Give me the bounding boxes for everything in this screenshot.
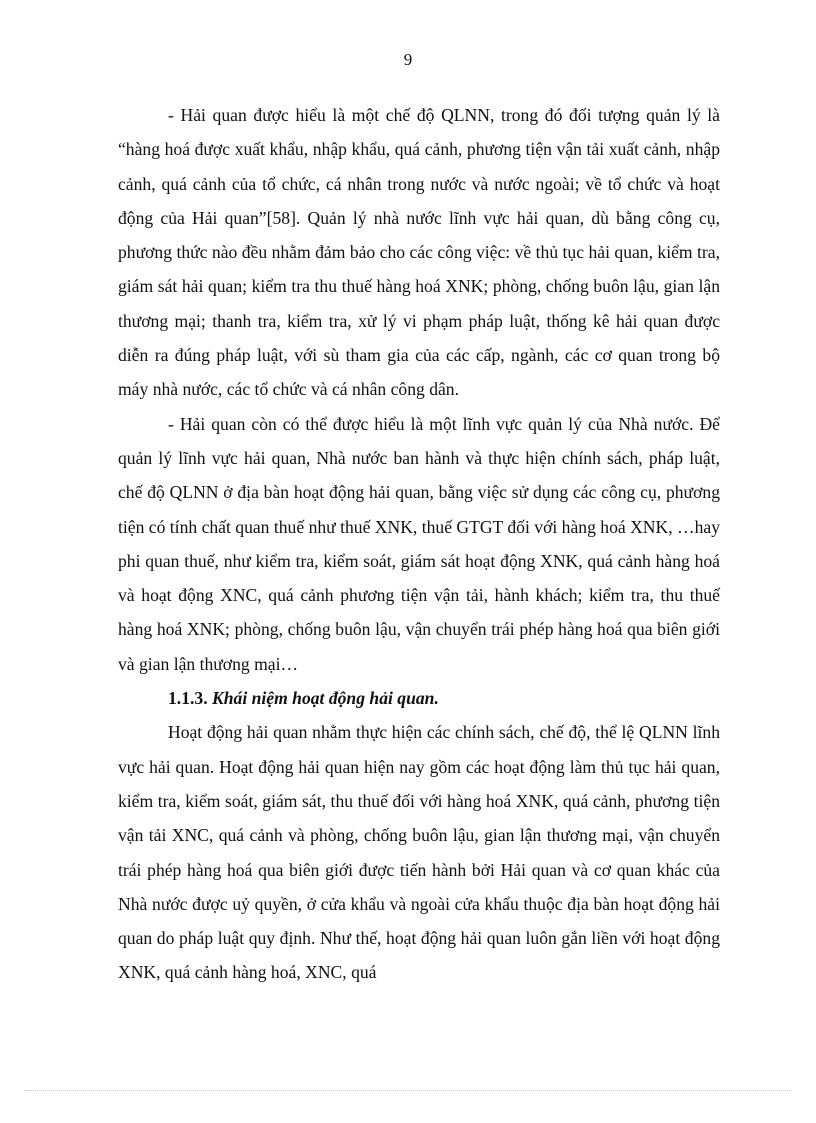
page-bottom-divider	[24, 1090, 792, 1091]
section-title: Khái niệm hoạt động hải quan.	[212, 688, 439, 709]
document-body	[118, 98, 720, 990]
paragraph-customs-activities: Hoạt động hải quan nhằm thực hiện các chính sách, chế độ, thể lệ QLNN lĩnh vực hải quan. Hoạt động hải quan hiện nay gồm các hoạt động làm thủ tục hải quan, kiểm tra, kiểm soát, giám sát, thu thuế đối với hàng hoá XNK, quá cảnh, phương tiện vận tải XNC, quá cảnh và phòng, chống buôn lậu, gian lận thương mại, vận chuyển trái phép hàng hoá qua biên giới được tiến hành bởi Hải quan và cơ quan khác của Nhà nước được uỷ quyền, ở cửa khẩu và ngoài cửa khẩu thuộc địa bàn hoạt động hải quan do pháp luật quy định. Như thế, hoạt động hải quan luôn gắn liền với hoạt động XNK, quá cảnh hàng hoá, XNC, quá	[118, 722, 720, 983]
paragraph-customs-field: - Hải quan còn có thể được hiểu là một lĩnh vực quản lý của Nhà nước. Để quản lý lĩnh vực hải quan, Nhà nước ban hành và thực hiện chính sách, pháp luật, chế độ QLNN ở địa bàn hoạt động hải quan, bằng việc sử dụng các công cụ, phương tiện có tính chất quan thuế như thuế XNK, thuế GTGT đối với hàng hoá XNK, …hay phi quan thuế, như kiểm tra, kiểm soát, giám sát hoạt động XNK, quá cảnh hàng hoá và hoạt động XNC, quá cảnh phương tiện vận tải, hành khách; kiểm tra, thu thuế hàng hoá XNK; phòng, chống buôn lậu, vận chuyển trái phép hàng hoá qua biên giới và gian lận thương mại…	[118, 413, 720, 674]
page-number: 9	[403, 50, 413, 69]
paragraph-customs-regime: - Hải quan được hiểu là một chế độ QLNN, trong đó đối tượng quản lý là “hàng hoá được xuất khẩu, nhập khẩu, quá cảnh, phương tiện vận tải xuất cảnh, nhập cảnh, quá cảnh của tổ chức, cá nhân trong nước và nước ngoài; về tổ chức và hoạt động của Hải quan”[58]. Quản lý nhà nước lĩnh vực hải quan, dù bằng công cụ, phương thức nào đều nhằm đảm bảo cho các công việc: về thủ tục hải quan, kiểm tra, giám sát hải quan; kiểm tra thu thuế hàng hoá XNK; phòng, chống buôn lậu, gian lận thương mại; thanh tra, kiểm tra, xử lý vi phạm pháp luật, thống kê hải quan được diễn ra đúng pháp luật, với sù tham gia của các cấp, ngành, các cơ quan trong bộ máy nhà nước, các tổ chức và cá nhân công dân.	[118, 105, 720, 400]
section-number: 1.1.3.	[168, 688, 208, 709]
section-heading	[118, 681, 720, 715]
